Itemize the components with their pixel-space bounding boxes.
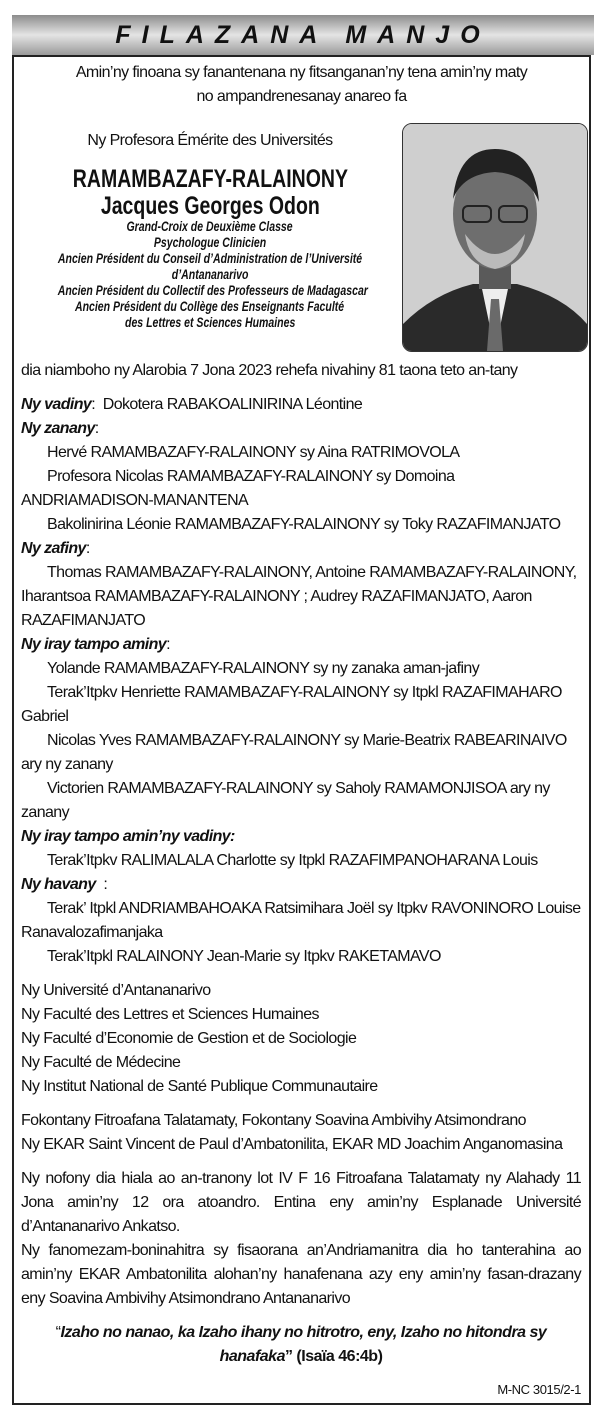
bible-quote: [21, 1321, 581, 1369]
death-notice: dia niamboho ny Alarobia 7 Jona 2023 rehefa nivahiny 81 taona teto an-tany: [21, 362, 518, 379]
deceased-prefix: Ny Profesora Émérite des Universités: [87, 132, 333, 149]
deceased-title: Grand-Croix de Deuxième Classe: [126, 219, 294, 234]
ad-reference: M-NC 3015/2-1: [497, 1382, 581, 1397]
deceased-block: [14, 129, 406, 331]
notice-body: dia niamboho ny Alarobia 7 Jona 2023 rehefa nivahiny 81 taona teto an-tany Ny vadiny: Dokotera RABAKOALINIRINA Léontine Ny zanany: Hervé RAMAMBAZAFY-RALAINONY sy Aina RATRIMOVOLA Profesora Nicolas RAMAMBAZAFY-RALAINONY sy Domoina ANDRIAMADISON-MANANTENA Bakolinirina Léonie RAMAMBAZAFY-RALAINONY sy Toky RAZAFIMANJATO Ny zafiny: Thomas RAMAMBAZAFY-RALAINONY, Antoine RAMAMBAZAFY-RALAINONY, Iharantsoa RAMAMBAZAFY-RALAINONY ; Audrey RAZAFIMANJATO, Aaron RAZAFIMANJATO Ny iray tampo aminy: Yolande RAMAMBAZAFY-RALAINONY sy ny zanaka aman-jafiny Terak’Itpkv Henriette RAMAMBAZAFY-RALAINONY sy Itpkl RAZAFIMAHARO Gabriel Nicolas Yves RAMAMBAZAFY-RALAINONY sy Marie-Beatrix RABEARINAIVO ary ny zanany Victorien RAMAMBAZAFY-RALAINONY sy Saholy RAMAMONJISOA ary ny zanany Ny iray tampo amin’ny vadiny: Terak’Itpkv RALIMALALA Charlotte sy Itpkl RAZAFIMPANOHARANA Louis Ny havany : Terak’ Itpkl ANDRIAMBAHOAKA Ratsimihara Joël sy Itpkv RAVONINORO Louise Ranavalozafimanjaka Terak’Itpkl RALAINONY Jean-Marie sy Itpkv RAKETAMAVO Ny Université d’Antananarivo Ny Faculté des Lettres et Sciences Humaines Ny Faculté d’Economie de Gestion et de Sociologie Ny Faculté de Médecine Ny Institut National de Santé Publique Communautaire Fokontany Fitroafana Talatamaty, Fokontany Soavina Ambivihy Atsimondrano Ny EKAR Saint Vincent de Paul d’Ambatonilita, EKAR MD Joachim Anganomasina Ny nofony dia hiala ao an-tranony lot IV F 16 Fitroafana Talatamaty ny Alahady 11 Jona amin’ny 12 ora atoandro. Entina eny amin’ny Esplanade Université d’Antananarivo Ankatso. Ny fanomezam-boninahitra sy fisaorana an’Andriamanitra dia ho tanterahina ao amin’ny EKAR Ambatonilita alohan’ny hanafenana azy eny amin’ny fasan-drazany eny Soavina Ambivihy Atsimondrano Antananarivo “Izaho no nanao, ka Izaho ihany no hitrotro, eny, Izaho no hitondra sy hanafaka” (Isaïa 46:4b): [21, 359, 581, 1369]
spouse-label: Ny vadiny: [21, 396, 92, 413]
arrangements-paragraph: Ny nofony dia hiala ao an-tranony lot IV F 16 Fitroafana Talatamaty ny Alahady 11 Jona amin’ny 12 ora atoandro. Entina eny amin’ny Esplanade Université d’Antananarivo Ankatso.: [21, 1170, 581, 1235]
siblings-entry: Terak’Itpkv Henriette RAMAMBAZAFY-RALAINONY sy Itpkl RAZAFIMAHARO Gabriel: [21, 684, 562, 725]
deceased-portrait-photo: [402, 123, 588, 352]
relatives-label: Ny havany: [21, 876, 96, 893]
grandchildren-label: Ny zafiny: [21, 540, 86, 557]
community-line: Fokontany Fitroafana Talatamaty, Fokontany Soavina Ambivihy Atsimondrano: [21, 1112, 526, 1129]
deceased-title: Ancien Président du Collège des Enseignants Faculté: [75, 299, 345, 314]
children-entry: Hervé RAMAMBAZAFY-RALAINONY sy Aina RATRIMOVOLA: [47, 444, 460, 461]
grandchildren-entry: Thomas RAMAMBAZAFY-RALAINONY, Antoine RAMAMBAZAFY-RALAINONY, Iharantsoa RAMAMBAZAFY-RALAINONY ; Audrey RAZAFIMANJATO, Aaron RAZAFIMANJATO: [21, 564, 577, 629]
spouse-name: Dokotera RABAKOALINIRINA Léontine: [102, 396, 363, 413]
siblings-label: Ny iray tampo aminy: [21, 636, 167, 653]
institution-line: Ny Faculté de Médecine: [21, 1054, 181, 1071]
spouse-siblings-entry: Terak’Itpkv RALIMALALA Charlotte sy Itpkl RAZAFIMPANOHARANA Louis: [47, 852, 538, 869]
quote-open: “: [55, 1324, 61, 1341]
intro-line: Amin’ny finoana sy fanantenana ny fitsanganan’ny tena amin’ny maty: [75, 64, 528, 81]
relatives-entry: Terak’ Itpkl ANDRIAMBAHOAKA Ratsimihara Joël sy Itpkv RAVONINORO Louise Ranavalozafimanjaka: [21, 900, 581, 941]
arrangements-paragraph: Ny fanomezam-boninahitra sy fisaorana an’Andriamanitra dia ho tanterahina ao amin’ny EKAR Ambatonilita alohan’ny hanafenana azy eny amin’ny fasan-drazany eny Soavina Ambivihy Atsimondrano Antananarivo: [21, 1242, 581, 1307]
deceased-title: Ancien Président du Collectif des Professeurs de Madagascar: [57, 283, 368, 298]
institution-line: Ny Institut National de Santé Publique Communautaire: [21, 1078, 378, 1095]
institution-line: Ny Université d’Antananarivo: [21, 982, 211, 999]
quote-close: ”: [284, 1348, 293, 1365]
children-label: Ny zanany: [21, 420, 95, 437]
deceased-title: Psychologue Clinicien: [153, 235, 267, 250]
siblings-entry: Victorien RAMAMBAZAFY-RALAINONY sy Saholy RAMAMONJISOA ary ny zanany: [21, 780, 550, 821]
institution-line: Ny Faculté d’Economie de Gestion et de Sociologie: [21, 1030, 357, 1047]
children-entry: Bakolinirina Léonie RAMAMBAZAFY-RALAINONY sy Toky RAZAFIMANJATO: [47, 516, 561, 533]
institution-line: Ny Faculté des Lettres et Sciences Humaines: [21, 1006, 319, 1023]
relatives-entry: Terak’Itpkl RALAINONY Jean-Marie sy Itpkv RAKETAMAVO: [47, 948, 441, 965]
children-entry: Profesora Nicolas RAMAMBAZAFY-RALAINONY sy Domoina ANDRIAMADISON-MANANTENA: [21, 468, 455, 509]
deceased-given-names: Jacques Georges Odon: [100, 192, 320, 220]
siblings-entry: Nicolas Yves RAMAMBAZAFY-RALAINONY sy Marie-Beatrix RABEARINAIVO ary ny zanany: [21, 732, 567, 773]
intro-line: no ampandrenesanay anareo fa: [196, 88, 407, 105]
notice-title: FILAZANA MANJO: [115, 20, 491, 49]
spouse-siblings-label: Ny iray tampo amin’ny vadiny:: [21, 828, 235, 845]
deceased-title: Ancien Président du Conseil d’Administration de l’Université: [57, 251, 363, 266]
deceased-title: des Lettres et Sciences Humaines: [124, 315, 296, 330]
siblings-entry: Yolande RAMAMBAZAFY-RALAINONY sy ny zanaka aman-jafiny: [47, 660, 480, 677]
quote-text: Izaho no nanao, ka Izaho ihany no hitrotro, eny, Izaho no hitondra sy hanafaka: [60, 1324, 547, 1365]
intro: [14, 61, 589, 109]
community-line: Ny EKAR Saint Vincent de Paul d’Ambatonilita, EKAR MD Joachim Anganomasina: [21, 1136, 563, 1153]
deceased-title: d’Antananarivo: [171, 267, 249, 282]
notice-header: [12, 15, 594, 55]
quote-reference: (Isaïa 46:4b): [292, 1348, 383, 1365]
notice-box: [12, 55, 591, 1405]
deceased-surname: RAMAMBAZAFY-RALAINONY: [72, 165, 348, 193]
